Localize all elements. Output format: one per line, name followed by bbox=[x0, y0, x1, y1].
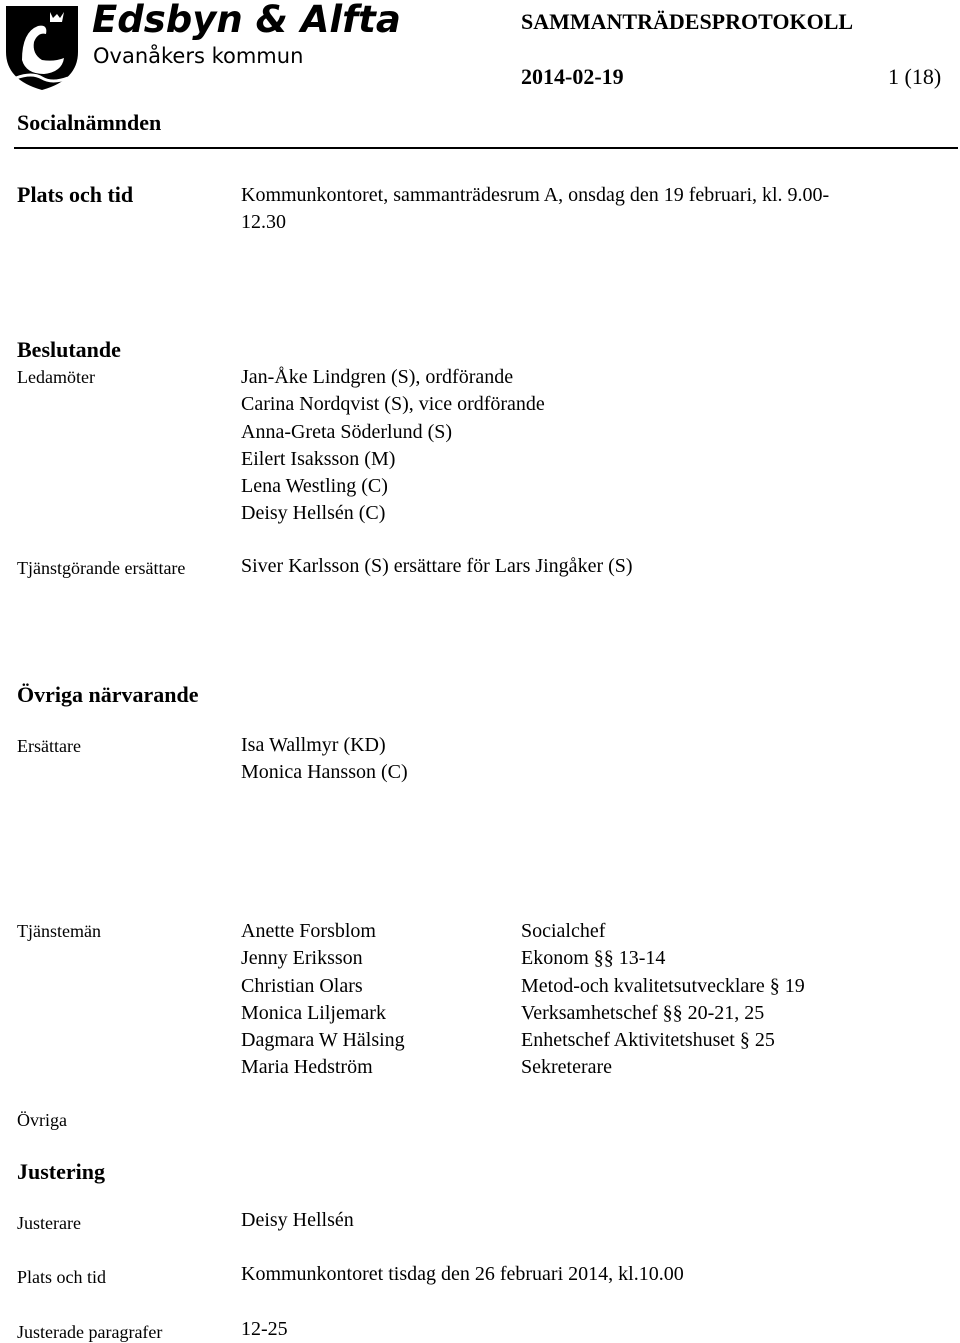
tjansteman-roles bbox=[521, 918, 805, 1082]
logo-line2: Ovanåkers kommun bbox=[93, 44, 304, 68]
list-item: Deisy Hellsén (C) bbox=[241, 502, 386, 525]
official-name: Monica Liljemark bbox=[241, 1001, 386, 1024]
header-divider bbox=[14, 147, 958, 149]
justerare-name: Deisy Hellsén bbox=[241, 1209, 354, 1231]
justering-plats-value: Kommunkontoret tisdag den 26 februari 2014, kl.10.00 bbox=[241, 1263, 684, 1285]
document-type: SAMMANTRÄDESPROTOKOLL bbox=[521, 9, 854, 34]
meeting-place-time-cont: 12.30 bbox=[241, 211, 286, 233]
list-item: Carina Nordqvist (S), vice ordförande bbox=[241, 393, 545, 416]
list-item: Isa Wallmyr (KD) bbox=[241, 734, 386, 756]
official-name: Maria Hedström bbox=[241, 1056, 373, 1079]
ersattare-list bbox=[241, 732, 408, 787]
ersattare-label: Tjänstgörande ersättare bbox=[17, 558, 186, 578]
list-item: Anna-Greta Söderlund (S) bbox=[241, 420, 453, 443]
ovriga-label: Övriga bbox=[17, 1110, 67, 1130]
official-role: Verksamhetschef §§ 20-21, 25 bbox=[521, 1001, 765, 1024]
justering-heading: Justering bbox=[17, 1159, 105, 1184]
official-name: Anette Forsblom bbox=[241, 920, 376, 942]
official-name: Dagmara W Hälsing bbox=[241, 1029, 405, 1052]
justerade-paragrafer-label: Justerade paragrafer bbox=[17, 1322, 163, 1342]
list-item: Lena Westling (C) bbox=[241, 475, 388, 498]
meeting-label: Plats och tid bbox=[17, 182, 134, 207]
tjanstgorande-ersattare: Siver Karlsson (S) ersättare för Lars Jingåker (S) bbox=[241, 555, 633, 577]
official-name: Christian Olars bbox=[241, 974, 363, 997]
ledamoter-list bbox=[241, 364, 545, 528]
list-item: Monica Hansson (C) bbox=[241, 761, 408, 784]
official-role: Enhetschef Aktivitetshuset § 25 bbox=[521, 1029, 775, 1052]
official-role: Metod-och kvalitetsutvecklare § 19 bbox=[521, 974, 805, 997]
municipality-crest-icon bbox=[2, 2, 82, 92]
justering-plats-label: Plats och tid bbox=[17, 1267, 106, 1287]
ledamoter-label: Ledamöter bbox=[17, 367, 95, 387]
meeting-place-time: Kommunkontoret, sammanträdesrum A, onsdag den 19 februari, kl. 9.00- bbox=[241, 184, 830, 206]
official-role: Sekreterare bbox=[521, 1056, 613, 1079]
official-role: Socialchef bbox=[521, 920, 606, 942]
tjansteman-label: Tjänstemän bbox=[17, 921, 101, 941]
logo-line1: Edsbyn & Alfta bbox=[92, 0, 401, 41]
official-role: Ekonom §§ 13-14 bbox=[521, 947, 666, 970]
page-number: 1 (18) bbox=[888, 64, 942, 89]
justerare-label: Justerare bbox=[17, 1213, 81, 1233]
official-name: Jenny Eriksson bbox=[241, 947, 363, 970]
ovriga-narvarande-heading: Övriga närvarande bbox=[17, 682, 199, 707]
meeting-date: 2014-02-19 bbox=[521, 64, 624, 89]
tjansteman-names bbox=[241, 918, 405, 1082]
justerade-paragrafer-value: 12-25 bbox=[241, 1318, 288, 1340]
list-item: Jan-Åke Lindgren (S), ordförande bbox=[241, 366, 514, 388]
ersattare-label-2: Ersättare bbox=[17, 736, 81, 756]
committee-name: Socialnämnden bbox=[17, 110, 162, 135]
beslutande-heading: Beslutande bbox=[17, 337, 121, 362]
list-item: Eilert Isaksson (M) bbox=[241, 447, 396, 470]
